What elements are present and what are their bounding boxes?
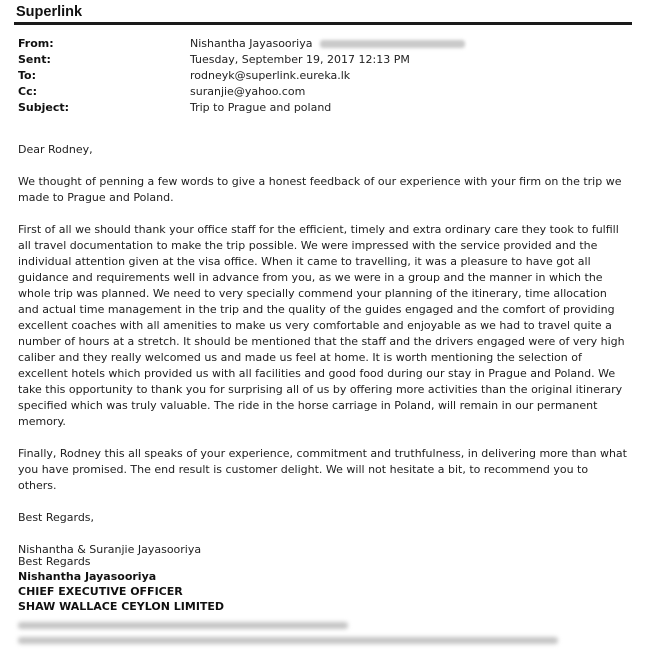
brand-title: Superlink bbox=[16, 4, 83, 20]
signature-closing: Best Regards bbox=[18, 555, 91, 568]
signature-block bbox=[18, 554, 618, 644]
sent-value: Tuesday, September 19, 2017 12:13 PM bbox=[190, 53, 410, 66]
cc-label: Cc: bbox=[18, 85, 37, 98]
header-rule bbox=[14, 22, 632, 25]
subject-label: Subject: bbox=[18, 101, 70, 114]
paragraph-main: First of all we should thank your office staff for the efficient, timely and extra ordinary care they took to fulfill all travel documentation to make the trip possible. We were impressed with the service provided and the individual attention given at the visa office. When it came to travelling, it was a pleasure to have got all guidance and requirements well in advance from you, as we were in a group and the manner in which the whole trip was planned. We need to very specially commend your planning of the itinerary, time allocation and actual time management in the trip and the quality of the guides engaged and the comfort of providing excellent coaches with all amenities to make us very comfortable and enjoyable as we had to travel quite a number of hours at a stretch. It should be mentioned that the staff and the drivers engaged were of very high caliber and they really welcomed us and made us feel at home. It is worth mentioning the selection of excellent hotels which provided us with all facilities and good food during our stay in Prague and Poland. We take this opportunity to thank you for surprising all of us by offering more activities than the original itinerary specified which was truly valuable. The ride in the horse carriage in Poland, will remain in our permanent memory. bbox=[18, 223, 625, 428]
subject-value: Trip to Prague and poland bbox=[190, 101, 332, 114]
to-label: To: bbox=[18, 69, 36, 82]
from-name: Nishantha Jayasooriya bbox=[190, 37, 313, 50]
redacted-contact bbox=[18, 637, 558, 644]
sent-label: Sent: bbox=[18, 53, 51, 66]
to-value: rodneyk@superlink.eureka.lk bbox=[190, 69, 351, 82]
paragraph-closing: Finally, Rodney this all speaks of your experience, commitment and truthfulness, in delivering more than what you have promised. The end result is customer delight. We will not hesitate a bit, to recommend you to others. bbox=[18, 447, 627, 492]
paragraph-intro: We thought of penning a few words to give a honest feedback of our experience with your firm on the trip we made to Prague and Poland. bbox=[18, 175, 622, 204]
greeting: Dear Rodney, bbox=[18, 143, 93, 156]
redacted-address bbox=[18, 622, 348, 629]
signature-title: CHIEF EXECUTIVE OFFICER bbox=[18, 585, 183, 598]
email-body bbox=[18, 142, 630, 574]
body-closing: Best Regards, bbox=[18, 511, 95, 524]
body-names: Nishantha & Suranjie Jayasooriya bbox=[18, 543, 202, 556]
signature-company: SHAW WALLACE CEYLON LIMITED bbox=[18, 600, 225, 613]
redacted-email bbox=[320, 40, 465, 48]
from-value bbox=[190, 36, 465, 52]
from-label: From: bbox=[18, 37, 54, 50]
signature-name: Nishantha Jayasooriya bbox=[18, 570, 157, 583]
cc-value: suranjie@yahoo.com bbox=[190, 85, 306, 98]
